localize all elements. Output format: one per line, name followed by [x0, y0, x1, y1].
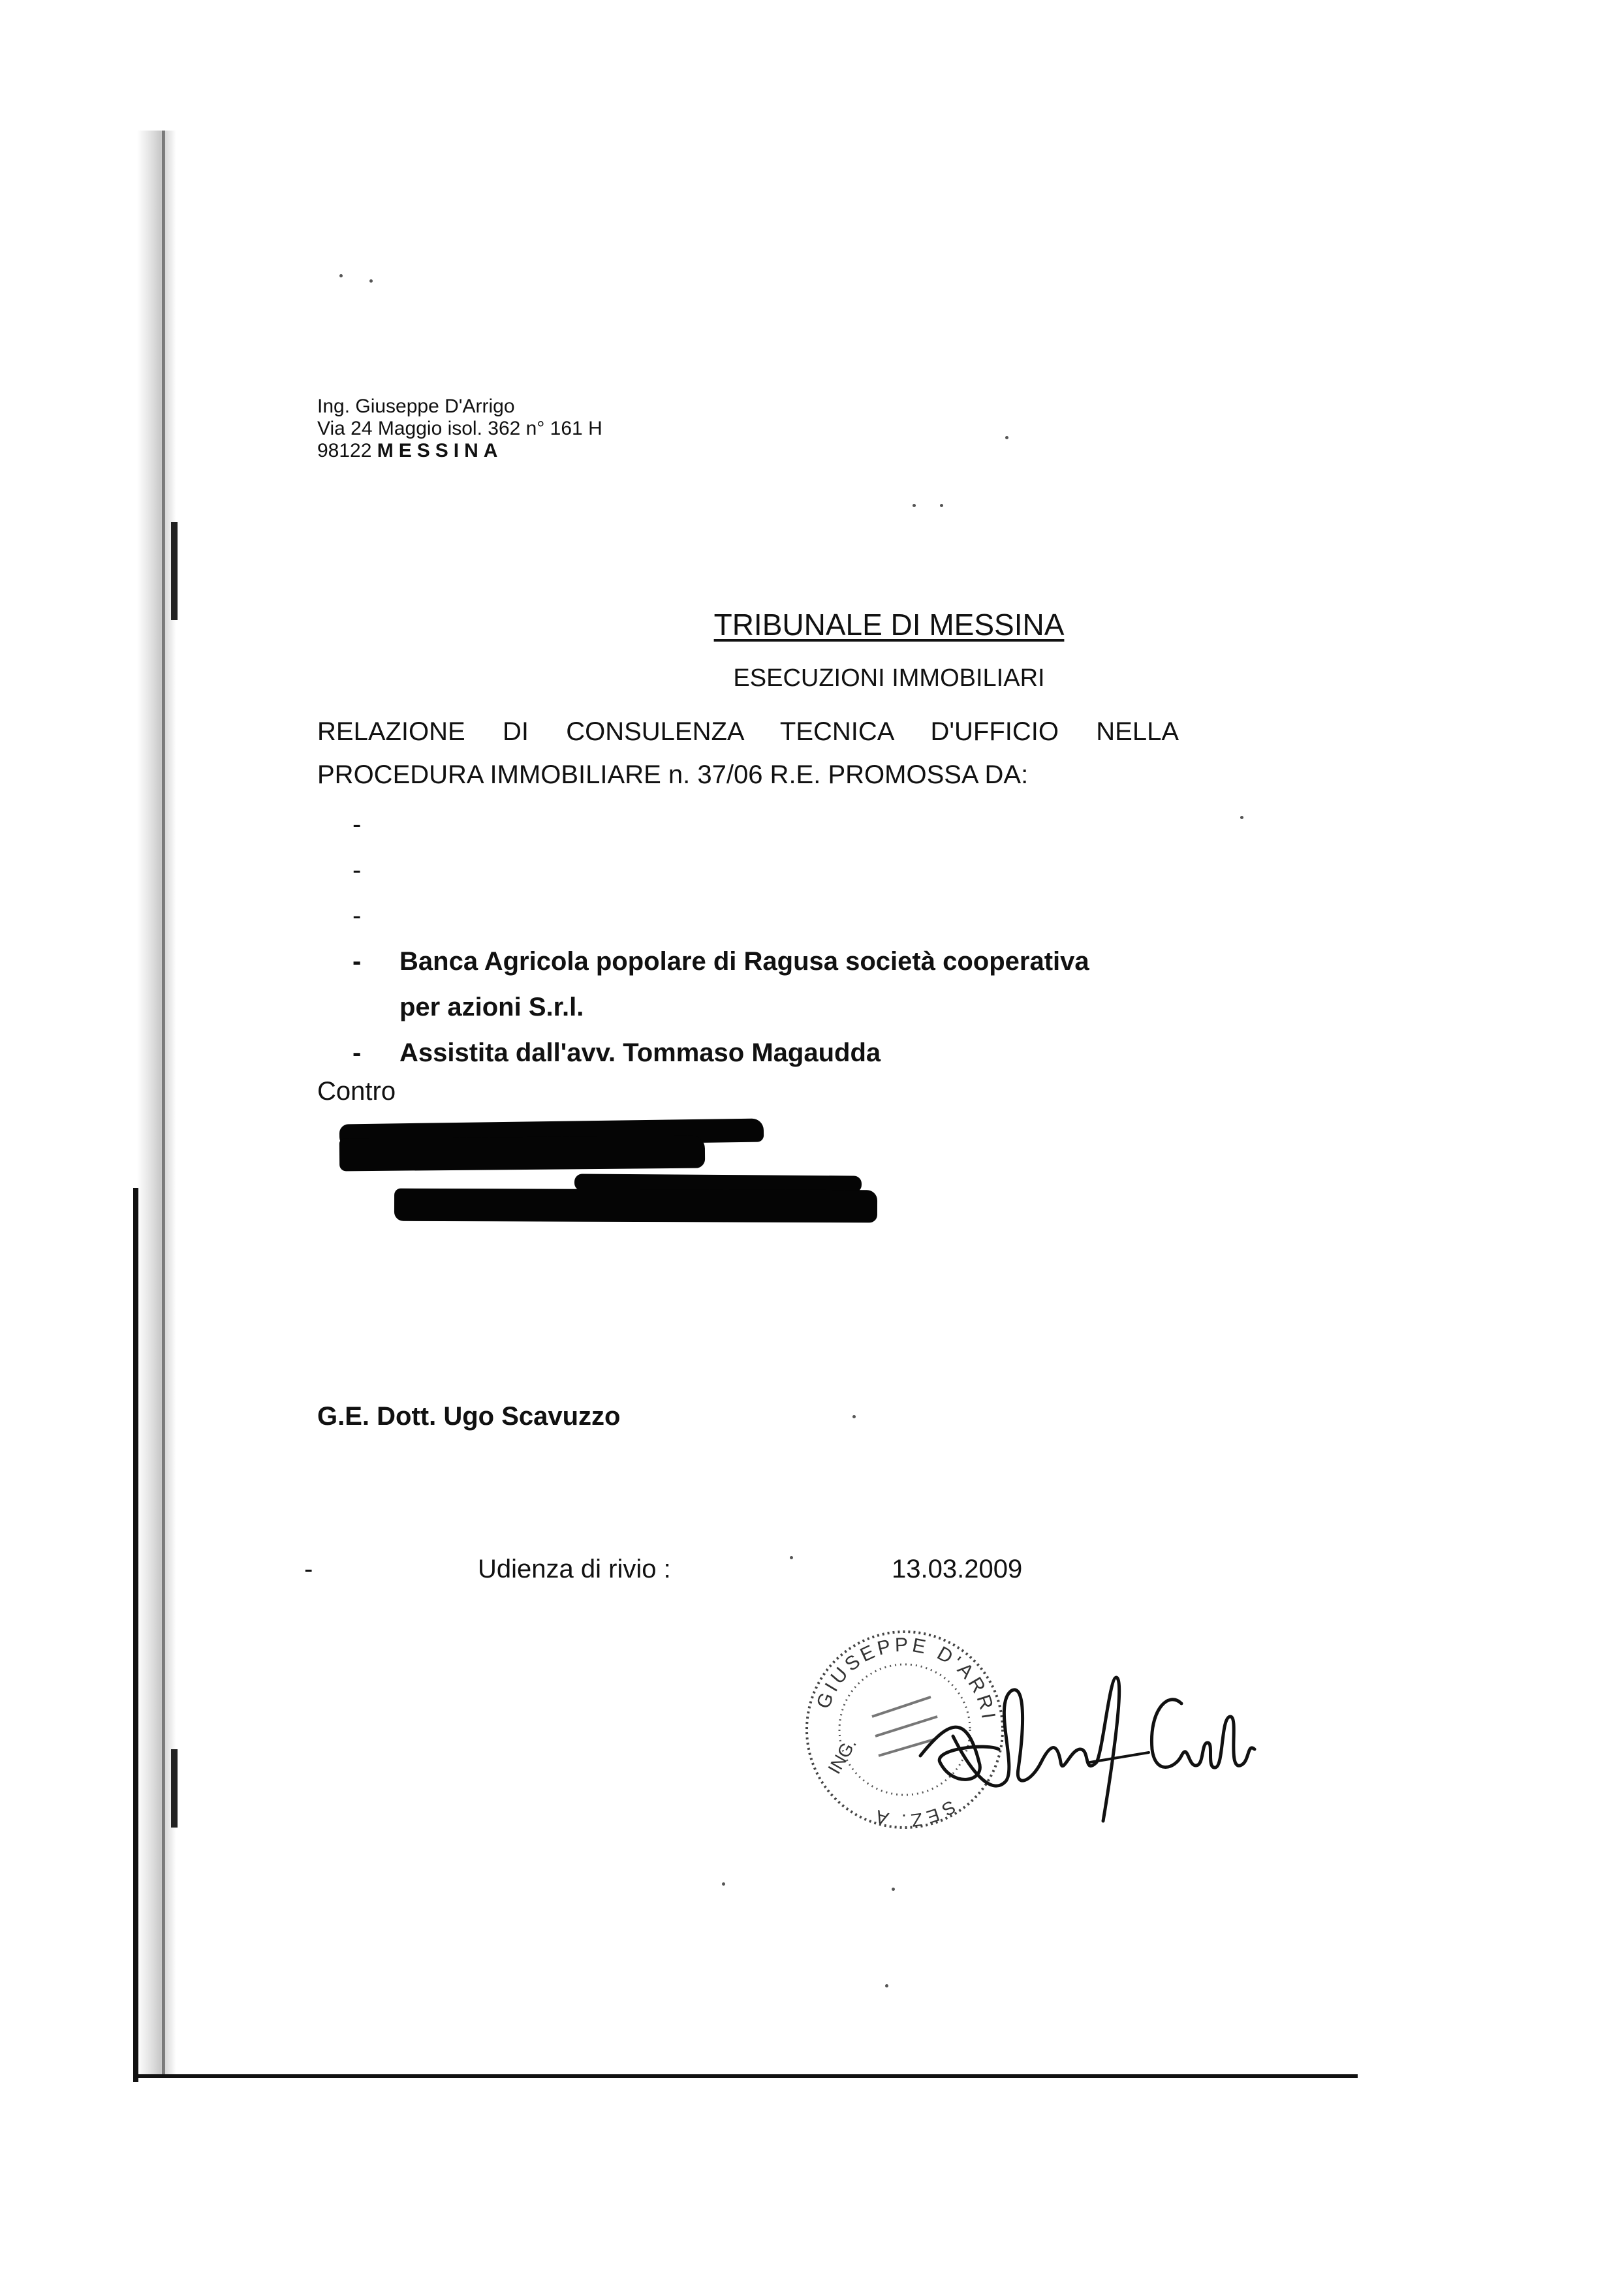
stamp-text-left: ING.: [824, 1734, 860, 1777]
section-title: ESECUZIONI IMMOBILIARI: [733, 664, 1045, 692]
scan-speck: [1005, 436, 1008, 439]
scan-mark: [171, 1749, 178, 1828]
signature-icon: [894, 1651, 1260, 1834]
scan-speck: [722, 1882, 725, 1886]
judge-name: G.E. Dott. Ugo Scavuzzo: [317, 1402, 621, 1431]
scan-mark: [171, 522, 178, 620]
handwritten-signature: [894, 1651, 1260, 1834]
scan-binding-line: [162, 131, 165, 2076]
creditor-line-2: per azioni S.r.l.: [399, 993, 584, 1021]
scan-binding-shadow: [137, 131, 176, 2076]
counsel-text: Assistita dall'avv. Tommaso Magaudda: [399, 1038, 881, 1067]
list-item: [350, 802, 1202, 847]
list-item-counsel: [350, 1030, 1202, 1076]
list-item: [350, 847, 1202, 893]
redaction-bar: [394, 1189, 877, 1223]
report-title-line-2: PROCEDURA IMMOBILIARE n. 37/06 R.E. PROMOSSA DA:: [317, 760, 1029, 789]
letterhead: [317, 396, 602, 462]
hearing-label: Udienza di rivio :: [478, 1555, 671, 1583]
report-title-line-1: RELAZIONE DI CONSULENZA TECNICA D'UFFICIO NELLA: [317, 717, 1179, 746]
redaction-bar: [339, 1136, 705, 1172]
scan-speck: [1240, 816, 1243, 819]
list-item: [350, 893, 1202, 939]
list-item-creditor: [350, 939, 1202, 1030]
hearing-row: [304, 1555, 1087, 1594]
scan-speck: [369, 279, 373, 283]
hearing-dash: -: [304, 1555, 313, 1583]
city-name: MESSINA: [377, 440, 503, 461]
list-dash: -: [352, 947, 362, 976]
list-dash: -: [352, 901, 362, 930]
report-title: [317, 710, 1179, 796]
stamp-text-top: GIUSEPPE D'ARRI: [812, 1634, 1000, 1724]
list-dash: -: [352, 810, 362, 839]
scan-speck: [913, 504, 916, 507]
scan-speck: [339, 274, 343, 277]
hearing-date: 13.03.2009: [892, 1555, 1023, 1583]
creditor-line-1: Banca Agricola popolare di Ragusa società cooperativa: [399, 947, 1089, 976]
scan-speck: [940, 504, 943, 507]
scan-speck: [852, 1415, 856, 1418]
engineer-address: Via 24 Maggio isol. 362 n° 161 H: [317, 418, 602, 439]
contro-label: Contro: [317, 1077, 396, 1106]
list-dash: -: [352, 856, 362, 884]
stamp-text-bottom: SEZ. A: [869, 1796, 960, 1831]
engineer-name: Ing. Giuseppe D'Arrigo: [317, 396, 515, 417]
scan-speck: [885, 1984, 888, 1987]
plaintiff-list: [350, 802, 1202, 1076]
list-dash: -: [352, 1038, 362, 1067]
scan-page-edge: [133, 1188, 138, 2082]
scan-speck: [892, 1888, 895, 1891]
engineer-city-line: [317, 440, 602, 462]
scan-bottom-edge: [133, 2074, 1358, 2078]
postal-code: 98122: [317, 440, 372, 461]
court-title: TRIBUNALE DI MESSINA: [713, 608, 1065, 642]
